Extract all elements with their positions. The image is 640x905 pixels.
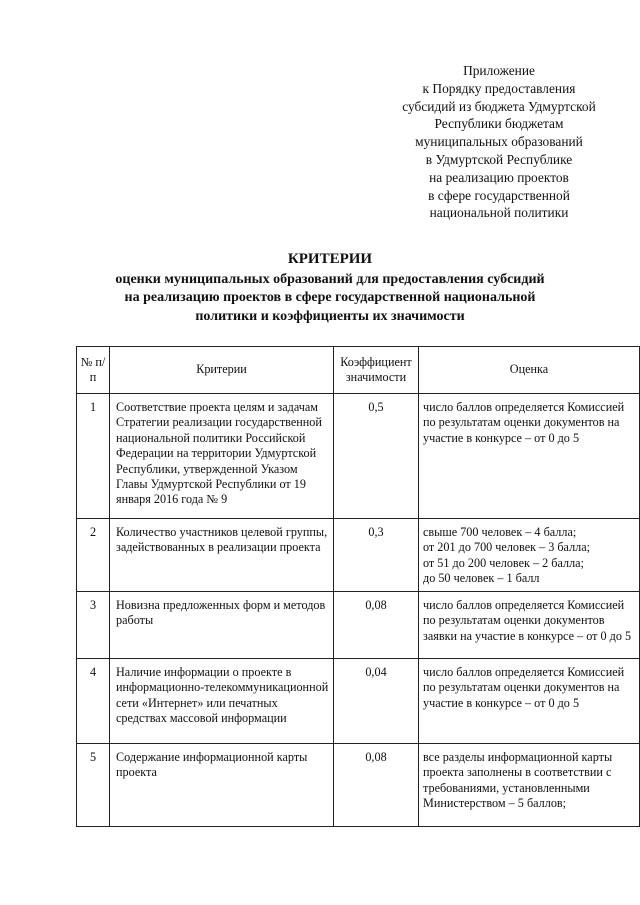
table-header-row bbox=[77, 347, 640, 394]
appendix-line: муниципальных образований bbox=[415, 134, 583, 150]
appendix-line: национальной политики bbox=[429, 205, 569, 221]
row-num: 3 bbox=[77, 592, 110, 659]
appendix-line: Приложение bbox=[463, 63, 535, 78]
appendix-line: субсидий из бюджета Удмуртской bbox=[402, 98, 596, 114]
header-score: Оценка bbox=[419, 347, 640, 394]
row-criteria: Новизна предложенных форм и методов работы bbox=[110, 592, 334, 659]
title-sub-line: на реализацию проектов в сфере государственной национальной bbox=[124, 290, 536, 305]
appendix-line: в Удмуртской Республике bbox=[425, 151, 573, 167]
row-score bbox=[419, 519, 640, 592]
row-num: 1 bbox=[77, 394, 110, 519]
row-criteria: Содержание информационной карты проекта bbox=[110, 744, 334, 827]
title-sub-line: оценки муниципальных образований для предоставления субсидий bbox=[115, 271, 545, 287]
row-criteria: Соответствие проекта целям и задачам Стратегии реализации государственной национальной политики Российской Федерации на территории Удмуртской Республики, утвержденной Указом Главы Удмуртской Республики от 19 января 2016 года № 9 bbox=[110, 394, 334, 519]
row-coef: 0,08 bbox=[334, 592, 419, 659]
score-line: до 50 человек – 1 балл bbox=[423, 571, 540, 586]
score-text: число баллов определяется Комиссией по результатам оценки документов заявки на участие в конкурсе – от 0 до 5 bbox=[423, 598, 632, 643]
row-coef: 0,08 bbox=[334, 744, 419, 827]
header-criteria: Критерии bbox=[110, 347, 334, 394]
table-row bbox=[77, 519, 640, 592]
title-sub-line: политики и коэффициенты их значимости bbox=[195, 308, 465, 324]
row-score bbox=[419, 659, 640, 744]
row-score bbox=[419, 744, 640, 827]
score-line: свыше 700 человек – 4 балла; bbox=[423, 525, 577, 539]
score-line: от 201 до 700 человек – 3 балла; bbox=[423, 540, 591, 555]
row-num: 2 bbox=[77, 519, 110, 592]
row-coef: 0,3 bbox=[334, 519, 419, 592]
criteria-table bbox=[76, 346, 640, 827]
title-main: КРИТЕРИИ bbox=[287, 251, 373, 267]
table-row bbox=[77, 592, 640, 659]
row-coef: 0,5 bbox=[334, 394, 419, 519]
row-criteria: Наличие информации о проекте в информационно-телекоммуникационной сети «Интернет» или печатных средствах массовой информации bbox=[110, 659, 334, 744]
row-score bbox=[419, 592, 640, 659]
score-text: число баллов определяется Комиссией по результатам оценки документов на участие в конкурсе – от 0 до 5 bbox=[423, 400, 625, 445]
header-num: № п/п bbox=[77, 347, 110, 394]
appendix-line: в сфере государственной bbox=[428, 187, 570, 203]
table-row bbox=[77, 394, 640, 519]
row-coef: 0,04 bbox=[334, 659, 419, 744]
table-row bbox=[77, 744, 640, 827]
appendix-block bbox=[370, 62, 628, 222]
row-criteria: Количество участников целевой группы, задействованных в реализации проекта bbox=[110, 519, 334, 592]
table-row bbox=[77, 659, 640, 744]
score-text: все разделы информационной карты проекта заполнены в соответствии с требованиями, установленными Министерством – 5 баллов; bbox=[423, 750, 613, 811]
document-title bbox=[60, 250, 600, 326]
header-coef: Коэффициент значимости bbox=[334, 347, 419, 394]
appendix-line: Республики бюджетам bbox=[434, 116, 564, 132]
appendix-line: на реализацию проектов bbox=[429, 169, 569, 185]
row-score bbox=[419, 394, 640, 519]
row-num: 5 bbox=[77, 744, 110, 827]
appendix-line: к Порядку предоставления bbox=[422, 80, 576, 96]
score-text: число баллов определяется Комиссией по результатам оценки документов на участие в конкурсе – от 0 до 5 bbox=[423, 665, 625, 710]
row-num: 4 bbox=[77, 659, 110, 744]
score-line: от 51 до 200 человек – 2 балла; bbox=[423, 555, 584, 570]
